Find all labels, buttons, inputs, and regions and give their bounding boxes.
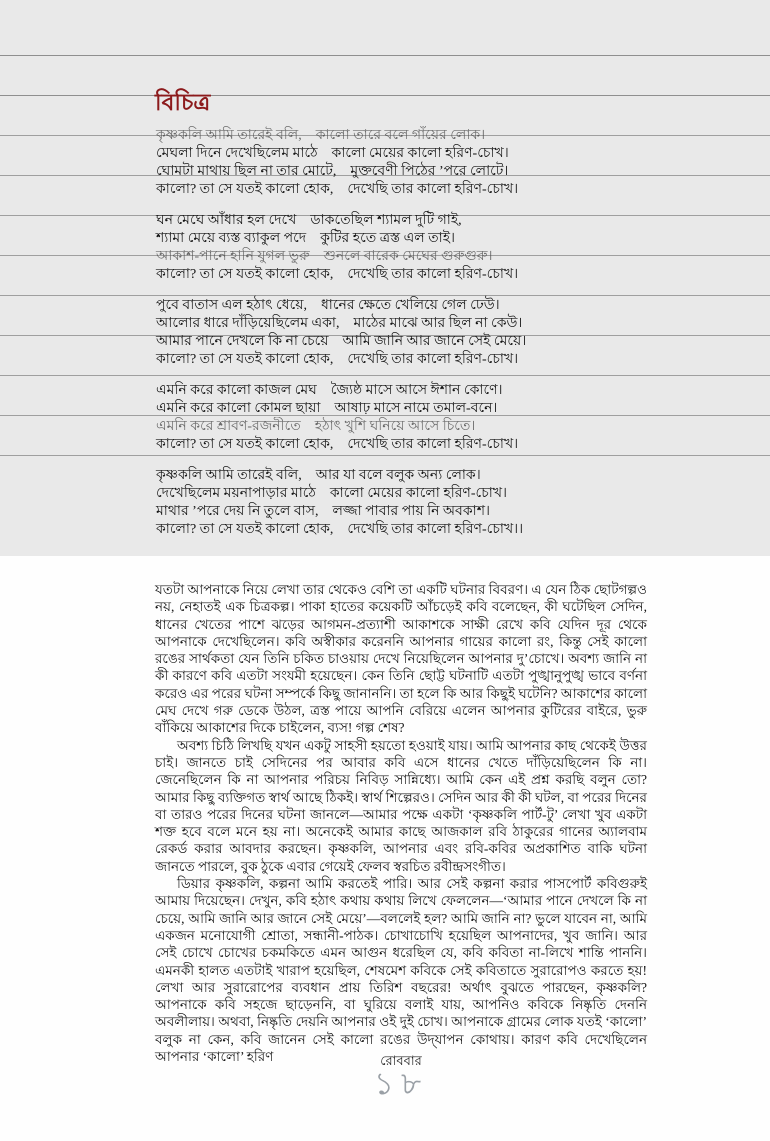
poem-line: ঘোমটা মাথায় ছিল না তার মোটে, মুক্তবেণী পিঠের ’পরে লোটে। [156, 164, 509, 179]
poem-line: কালো? তা সে যতই কালো হোক, দেখেছি তার কালো হরিণ-চোখ। [156, 182, 519, 197]
poem-line: কালো? তা সে যতই কালো হোক, দেখেছি তার কালো হরিণ-চোখ। [156, 437, 519, 452]
poem-stanza-5 [156, 467, 526, 539]
poem-line: আকাশ-পানে হানি যুগল ভুরু শুনলে বারেক মেঘের গুরুগুরু। [156, 249, 493, 264]
page-footer [155, 1053, 647, 1100]
article-text [155, 581, 647, 1065]
poem-line: পুবে বাতাস এল হঠাৎ ধেয়ে, ধানের ক্ষেতে খেলিয়ে গেল ঢেউ। [156, 298, 500, 313]
poem-line: এমনি করে কালো কাজল মেঘ জ্যৈষ্ঠ মাসে আসে ঈশান কোণে। [156, 383, 503, 398]
poem-line: এমনি করে কালো কোমল ছায়া আষাঢ় মাসে নামে তমাল-বনে। [156, 401, 498, 416]
poem-stanza-3 [156, 297, 526, 369]
poem-line: শ্যামা মেয়ে ব্যস্ত ব্যাকুল পদে কুটির হতে ত্রস্ত এল তাই। [156, 231, 456, 246]
ruled-line [0, 95, 770, 96]
poem-krishnakali [156, 127, 526, 552]
magazine-name: রোববার [380, 1053, 422, 1068]
article-paragraph-1: যতটা আপনাকে নিয়ে লেখা তার থেকেও বেশি তা একটি ঘটনার বিবরণ। এ যেন ঠিক ছোটগল্পও নয়, নেহাতই এক চিত্রকল্প। পাকা হাতের কয়েকটি আঁচড়েই কবি বলেছেন, কী ঘটেছিল সেদিন, ধানের খেতের পাশে ঝড়ের আগমন-প্রত্যাশী আকাশকে সাক্ষী রেখে কবি যেদিন দূর থেকে আপনাকে দেখেছিলেন। কবি অস্বীকার করেননি আপনার গায়ের কালো রং, কিন্তু সেই কালো রঙের সার্থকতা যেন তিনি চকিত চাওয়ায় দেখে নিয়েছিলেন আপনার দু’চোখে। অবশ্য জানি না কী কারণে কবি এতটা সংযমী হয়েছেন। কেন তিনি ছোট্ট ঘটনাটি এতটা পুঙ্খানুপুঙ্খ ভাবে বর্ণনা করেও এর পরের ঘটনা সম্পর্কে কিছু জানাননি। তা হলে কি আর কিছুই ঘটেনি? আকাশের কালো মেঘ দেখে গরু ডেকে উঠল, ত্রস্ত পায়ে আপনি বেরিয়ে এলেন আপনার কুটিরের বাইরে, ভুরু বাঁকিয়ে আকাশের দিকে চাইলেন, ব্যস! গল্প শেষ? [155, 582, 647, 736]
poem-line: কালো? তা সে যতই কালো হোক, দেখেছি তার কালো হরিণ-চোখ। [156, 267, 519, 282]
poem-line: কৃষ্ণকলি আমি তারেই বলি, কালো তারে বলে গাঁয়ের লোক। [156, 128, 486, 143]
poem-stanza-4 [156, 382, 526, 454]
poem-line: মাথার ’পরে দেয় নি তুলে বাস, লজ্জা পাবার পায় নি অবকাশ। [156, 504, 490, 519]
page-number: ১৮ [373, 1066, 429, 1101]
poem-line: ঘন মেঘে আঁধার হল দেখে ডাকতেছিল শ্যামল দুটি গাই, [156, 213, 462, 228]
poem-line: আলোর ধারে দাঁড়িয়েছিলেম একা, মাঠের মাঝে আর ছিল না কেউ। [156, 316, 523, 331]
poem-line: কালো? তা সে যতই কালো হোক, দেখেছি তার কালো হরিণ-চোখ।। [156, 522, 524, 537]
section-title: বিচিত্র [155, 90, 211, 115]
poem-line: মেঘলা দিনে দেখেছিলেম মাঠে কালো মেয়ের কালো হরিণ-চোখ। [156, 146, 509, 161]
poem-line: আমার পানে দেখলে কি না চেয়ে আমি জানি আর জানে সেই মেয়ে। [156, 334, 527, 349]
poem-stanza-1 [156, 127, 526, 199]
poem-line: এমনি করে শ্রাবণ-রজনীতে হঠাৎ খুশি ঘনিয়ে আসে চিতে। [156, 419, 476, 434]
article-paragraph-2: অবশ্য চিঠি লিখছি যখন একটু সাহসী হয়তো হওয়াই যায়। আমি আপনার কাছ থেকেই উত্তর চাই। জানতে চাই সেদিনের পর আবার কবি এসে ধানের খেতে দাঁড়িয়েছিলেন কি না। জেনেছিলেন কি না আপনার পরিচয় নিবিড় সান্নিধ্যে। আমি কেন এই প্রশ্ন করছি বলুন তো? আমার কিছু ব্যক্তিগত স্বার্থ আছে ঠিকই। স্বার্থ শিল্পেরও। সেদিন আর কী কী ঘটল, বা পরের দিনের বা তারও পরের দিনের ঘটনা জানলে—আমার পক্ষে একটা ‘কৃষ্ণকলি পার্ট-টু’ লেখা খুব একটা শক্ত হবে বলে মনে হয় না। অনেকেই আমার কাছে আজকাল রবি ঠাকুরের গানের অ্যালবাম রেকর্ড করার আবদার করছেন। কৃষ্ণকলি, আপনার এবং রবি-কবির অপ্রকাশিত বাকি ঘটনা জানতে পারলে, বুক ঠুকে এবার গেয়েই ফেলব স্বরচিত রবীন্দ্রসংগীত। [155, 737, 647, 874]
poem-panel [0, 0, 770, 556]
ruled-line [0, 55, 770, 56]
poem-stanza-2 [156, 212, 526, 284]
poem-line: দেখেছিলেম ময়নাপাড়ার মাঠে কালো মেয়ের কালো হরিণ-চোখ। [156, 486, 508, 501]
poem-line: কৃষ্ণকলি আমি তারেই বলি, আর যা বলে বলুক অন্য লোক। [156, 468, 481, 483]
poem-line: কালো? তা সে যতই কালো হোক, দেখেছি তার কালো হরিণ-চোখ। [156, 352, 519, 367]
article-paragraph-3: ডিয়ার কৃষ্ণকলি, কল্পনা আমি করতেই পারি। আর সেই কল্পনা করার পাসপোর্ট কবিগুরুই আমায় দিয়েছেন। দেখুন, কবি হঠাৎ কথায় কথায় লিখে ফেললেন—‘আমার পানে দেখলে কি না চেয়ে, আমি জানি আর জানে সেই মেয়ে’—বললেই হল? আমি জানি না? ভুলে যাবেন না, আমি একজন মনোযোগী শ্রোতা, সন্ধানী-পাঠক। চোখাচোখি হয়েছিল আপনাদের, খুব জানি। আর সেই চোখে চোখের চকমকিতে এমন আগুন ধরেছিল যে, কবি কবিতা না-লিখে শান্তি পাননি। এমনকী হালত এতটাই খারাপ হয়েছিল, শেষমেশ কবিকে সেই কবিতাতে সুরারোপও করতে হয়! লেখা আর সুরারোপের ব্যবধান প্রায় তিরিশ বছরের! অর্থাৎ বুঝতে পারছেন, কৃষ্ণকলি? আপনাকে কবি সহজে ছাড়েননি, বা ঘুরিয়ে বলাই যায়, আপনিও কবিকে নিষ্কৃতি দেননি অবলীলায়। অথবা, নিষ্কৃতি দেয়নি আপনার ওই দুই চোখ। আপনাকে গ্রামের লোক যতই ‘কালো’ বলুক না কেন, কবি জানেন সেই কালো রঙের উদ্‌যাপন কোথায়। কারণ কবি দেখেছিলেন আপনার ‘কালো’ হরিণ [155, 876, 647, 1065]
